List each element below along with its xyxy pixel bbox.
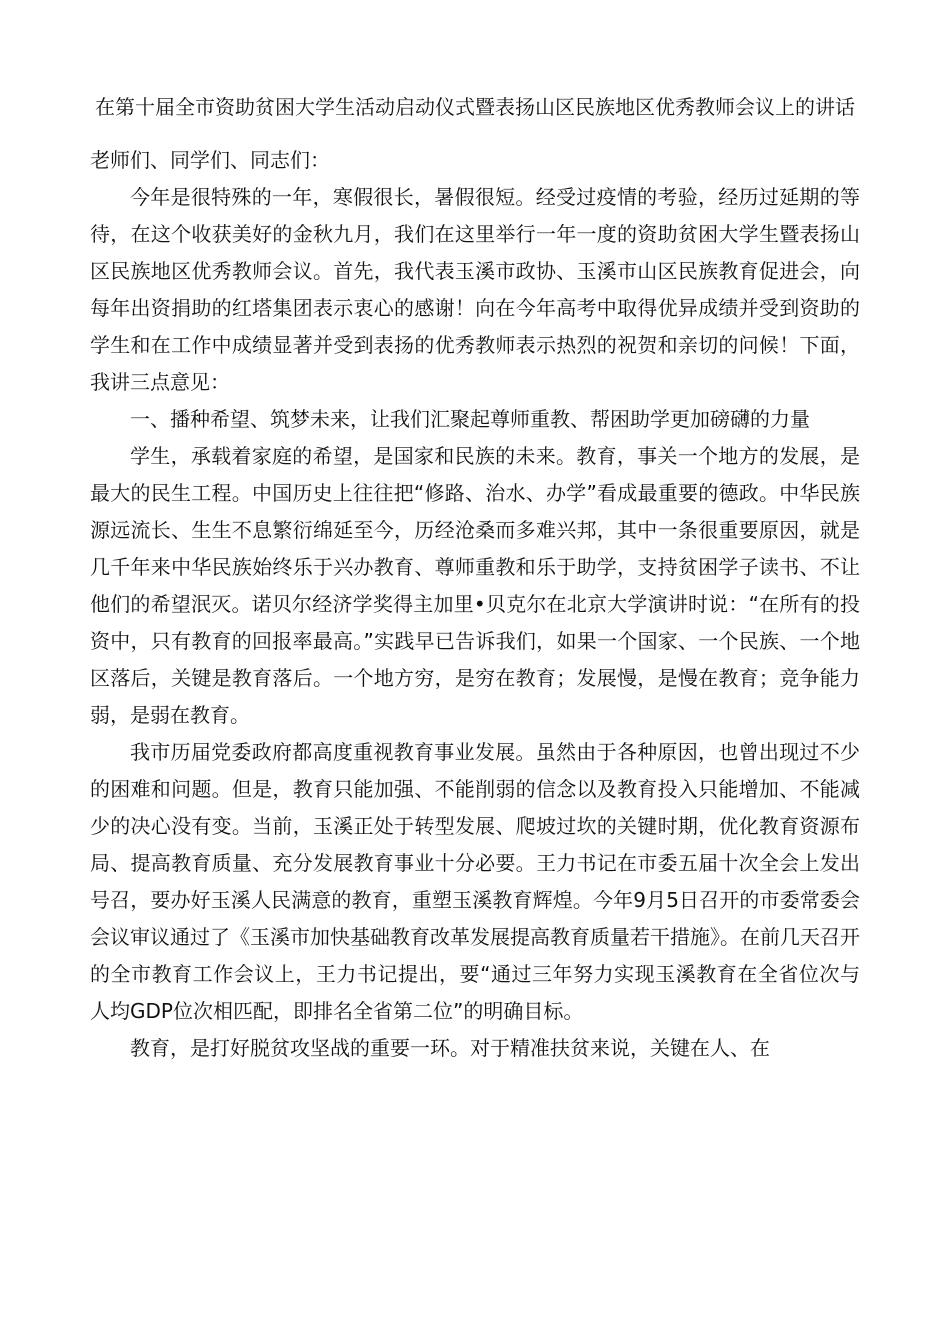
paragraph-education-importance: 学生，承载着家庭的希望，是国家和民族的未来。教育，事关一个地方的发展，是最大的民生工程。中国历史上往往把“修路、治水、办学”看成最重要的德政。中华民族源远流长、生生不息繁衍绵延至今，历经沧桑而多难兴邦，其中一条很重要原因，就是几千年来中华民族始终乐于兴办教育、尊师重教和乐于助学，支持贫困学子读书、不让他们的希望泯灭。诺贝尔经济学奖得主加里•贝克尔在北京大学演讲时说：“在所有的投资中，只有教育的回报率最高。”实践早已告诉我们，如果一个国家、一个民族、一个地区落后，关键是教育落后。一个地方穷，是穷在教育；发展慢，是慢在教育；竞争能力弱，是弱在教育。 [90,444,860,727]
document-title: 在第十届全市资助贫困大学生活动启动仪式暨表扬山区民族地区优秀教师会议上的讲话 [95,95,855,119]
document-page [90,90,860,1067]
paragraph-opening: 今年是很特殊的一年，寒假很长，暑假很短。经受过疫情的考验，经历过延期的等待，在这个收获美好的金秋九月，我们在这里举行一年一度的资助贫困大学生暨表扬山区民族地区优秀教师会议。首先，我代表玉溪市政协、玉溪市山区民族教育促进会，向每年出资捐助的红塔集团表示衷心的感谢！向在今年高考中取得优异成绩并受到资助的学生和在工作中成绩显著并受到表扬的优秀教师表示热烈的祝贺和亲切的问候！下面，我讲三点意见： [90,185,860,394]
paragraph-city-education: 我市历届党委政府都高度重视教育事业发展。虽然由于各种原因，也曾出现过不少的困难和问题。但是，教育只能加强、不能削弱的信念以及教育投入只能增加、不能减少的决心没有变。当前，玉溪正处于转型发展、爬坡过坎的关键时期，优化教育资源布局、提高教育质量、充分发展教育事业十分必要。王力书记在市委五届十次全会上发出号召，要办好玉溪人民满意的教育，重塑玉溪教育辉煌。今年9月5日召开的市委常委会会议审议通过了《玉溪市加快基础教育改革发展提高教育质量若干措施》。在前几天召开的全市教育工作会议上，王力书记提出，要“通过三年努力实现玉溪教育在全省位次与人均GDP位次相匹配，即排名全省第二位”的明确目标。 [90,740,860,1023]
section-heading-1: 一、播种希望、筑梦未来，让我们汇聚起尊师重教、帮困助学更加磅礴的力量 [130,407,810,431]
salutation: 老师们、同学们、同志们： [90,148,330,172]
paragraph-poverty-alleviation: 教育，是打好脱贫攻坚战的重要一环。对于精准扶贫来说，关键在人、在 [130,1036,770,1060]
